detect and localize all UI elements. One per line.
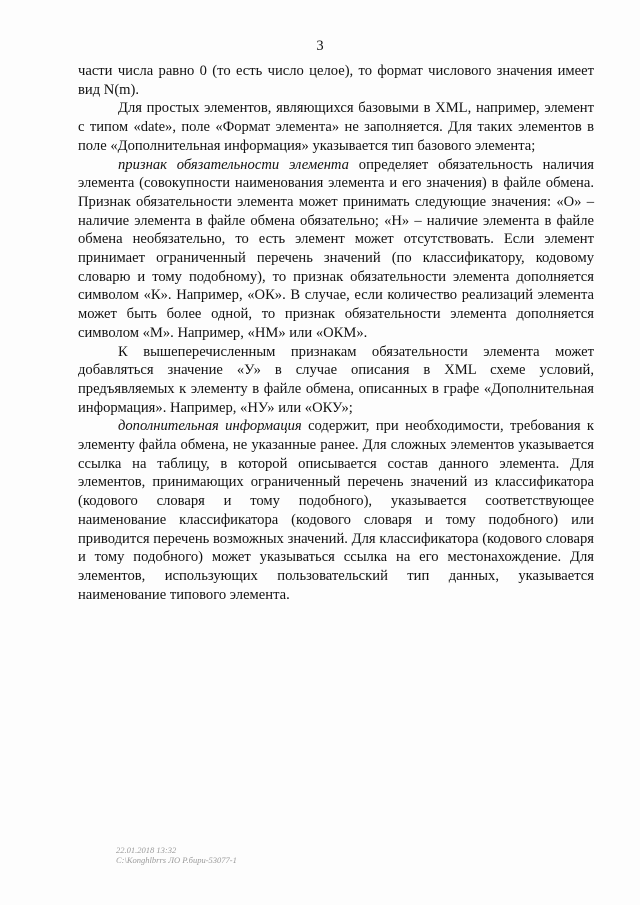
paragraph-5 <box>78 417 594 604</box>
paragraph-5-term: дополнительная информация <box>118 418 302 435</box>
footer-file-path: C:\Konghlbrrs ЛО Р.бири-53077-1 <box>116 855 237 865</box>
paragraph-4 <box>78 343 594 418</box>
paragraph-3-term: признак обязательности элемента <box>118 156 349 173</box>
paragraph-4-text: К вышеперечисленным признакам обязательности элемента может добавляться значение «У» в случае описания в XML схеме условий, предъявляемых к элементу в файле обмена, описанных в графе «Дополнительная информация». Например, «НУ» или «ОКУ»; <box>78 343 594 416</box>
paragraph-5-text: содержит, при необходимости, требования к элементу файла обмена, не указанные ранее. Для сложных элементов указывается ссылка на таблицу, в которой описывается состав данного элемента. Для элементов, принимающих ограниченный перечень значений из классификатора (кодового словаря и тому подобного), указывается соответствующее наименование классификатора (кодового словаря и тому подобного) или приводится перечень возможных значений. Для классификатора (кодового словаря и тому подобного) может указываться ссылка на его местонахождение. Для элементов, использующих пользовательский тип данных, указывается наименование типового элемента. <box>78 418 594 603</box>
footer-timestamp: 22.01.2018 13:32 <box>116 845 177 855</box>
paragraph-3-text: определяет обязательность наличия элемента (совокупности наименования элемента и его значения) в файле обмена. Признак обязательности элемента может принимать следующие значения: «О» – наличие элемента в файле обмена обязательно; «Н» – наличие элемента в файле обмена необязательно, то есть элемент может отсутствовать. Если элемент принимает ограниченный перечень значений (по классификатору, кодовому словарю и тому подобному), то признак обязательности элемента дополняется символом «К». Например, «ОК». В случае, если количество реализаций элемента может быть более одной, то признак обязательности элемента дополняется символом «М». Например, «НМ» или «ОКМ». <box>78 156 594 341</box>
body-text <box>78 62 594 604</box>
paragraph-2 <box>78 99 594 155</box>
paragraph-1 <box>78 62 594 99</box>
paragraph-3 <box>78 156 594 343</box>
paragraph-1-text: части числа равно 0 (то есть число целое), то формат числового значения имеет вид N(m). <box>78 63 594 98</box>
file-footer <box>116 845 237 865</box>
paragraph-2-text: Для простых элементов, являющихся базовыми в XML, например, элемент с типом «date», поле «Формат элемента» не заполняется. Для таких элементов в поле «Дополнительная информация» указывается тип базового элемента; <box>78 100 594 154</box>
page-number: 3 <box>316 38 324 54</box>
